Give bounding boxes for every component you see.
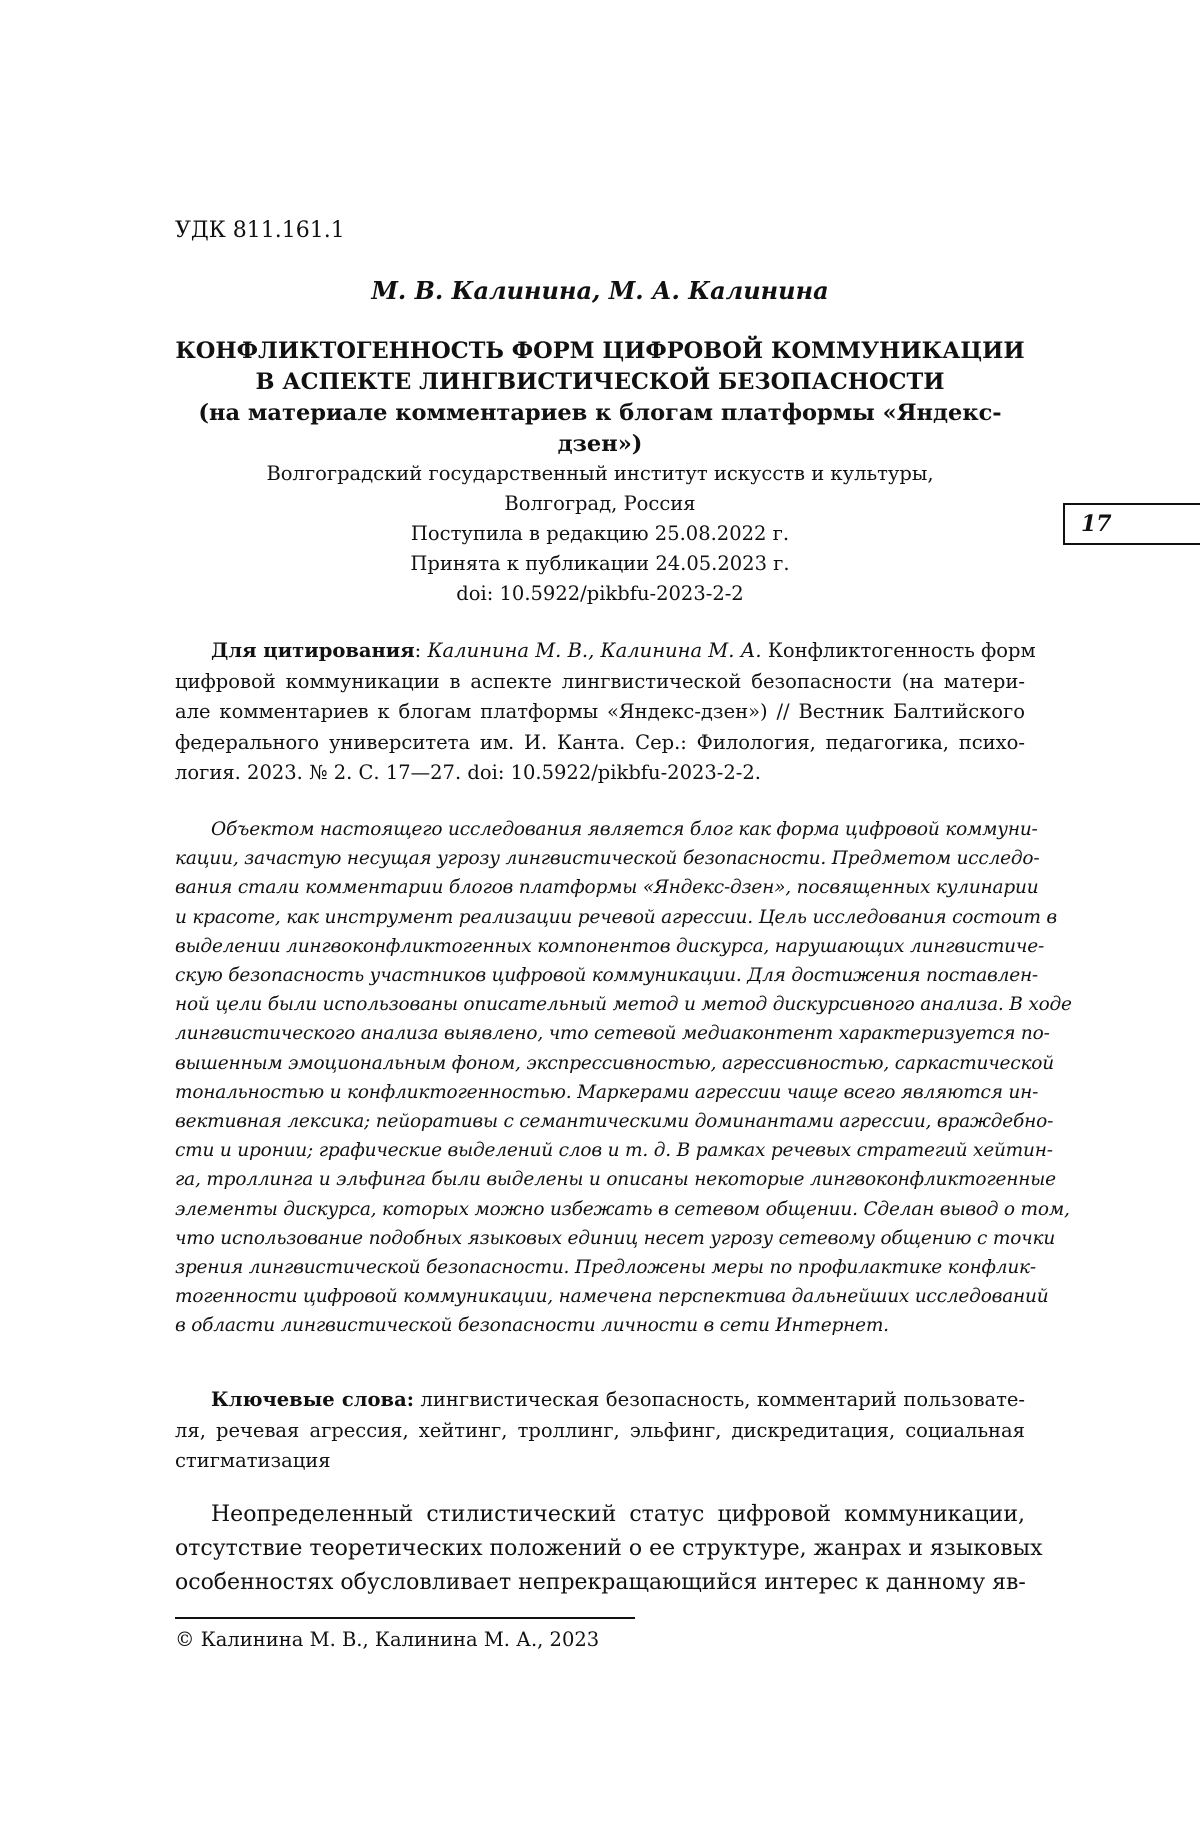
- citation-line: Для цитирования: Калинина М. В., Калинина М. А. Конфликтогенность форм: [211, 639, 1036, 662]
- citation-line: але комментариев к блогам платформы «Яндекс-дзен») // Вестник Балтийского: [175, 700, 1025, 723]
- body-line: особенностях обусловливает непрекращающийся интерес к данному яв-: [175, 1570, 1026, 1595]
- accepted-date: Принята к публикации 24.05.2023 г.: [410, 552, 790, 575]
- body-line: Неопределенный стилистический статус цифровой коммуникации,: [211, 1502, 1025, 1527]
- abstract-line: тональностью и конфликтогенностью. Маркерами агрессии чаще всего являются ин-: [175, 1081, 1039, 1103]
- article-title: [160, 336, 1040, 460]
- citation-authors: Калинина М. В., Калинина М. А.: [427, 639, 762, 662]
- affiliation-institution: Волгоградский государственный институт искусств и культуры,: [266, 462, 934, 485]
- keywords-label: Ключевые слова:: [211, 1388, 414, 1411]
- abstract-line: выделении лингвоконфликтогенных компонентов дискурса, нарушающих лингвистиче-: [175, 935, 1045, 957]
- abstract-line: в области лингвистической безопасности личности в сети Интернет.: [175, 1315, 889, 1337]
- abstract: [175, 815, 1072, 1341]
- abstract-line: вания стали комментарии блогов платформы «Яндекс-дзен», посвященных кулинарии: [175, 877, 1039, 899]
- copyright-footnote: © Калинина М. В., Калинина М. А., 2023: [175, 1628, 600, 1651]
- keywords-line: стигматизация: [175, 1449, 331, 1472]
- keywords-text: лингвистическая безопасность, комментарий пользовате-: [420, 1388, 1025, 1411]
- keywords-line: [175, 1385, 1025, 1416]
- abstract-line: тогенности цифровой коммуникации, намечена перспектива дальнейших исследований: [175, 1286, 1049, 1308]
- body-paragraph: [175, 1498, 1043, 1600]
- citation-line: федерального университета им. И. Канта. Сер.: Филология, педагогика, психо-: [175, 730, 1025, 754]
- affiliation-block: [175, 459, 1025, 609]
- citation-line: цифровой коммуникации в аспекте лингвистической безопасности (на матери-: [175, 669, 1025, 693]
- abstract-line: кации, зачастую несущая угрозу лингвистической безопасности. Предметом исследо-: [175, 848, 1040, 870]
- citation-block: [175, 636, 1036, 789]
- doi: doi: 10.5922/pikbfu-2023-2-2: [456, 582, 744, 605]
- received-date: Поступила в редакцию 25.08.2022 г.: [410, 522, 790, 545]
- udk-code: УДК 811.161.1: [175, 218, 345, 243]
- abstract-line: зрения лингвистической безопасности. Предложены меры по профилактике конфлик-: [175, 1257, 1036, 1279]
- abstract-line: вышенным эмоциональным фоном, экспрессивностью, агрессивностью, саркастической: [175, 1052, 1054, 1074]
- citation-line: логия. 2023. № 2. С. 17—27. doi: 10.5922/pikbfu-2023-2-2.: [175, 761, 761, 784]
- affiliation-city: Волгоград, Россия: [504, 492, 696, 515]
- abstract-line: Объектом настоящего исследования является блог как форма цифровой коммуни-: [211, 819, 1038, 840]
- abstract-line: элементы дискурса, которых можно избежать в сетевом общении. Сделан вывод о том,: [175, 1198, 1070, 1220]
- citation-text: Конфликтогенность форм: [767, 639, 1036, 662]
- title-subtitle: (на материале комментариев к блогам платформы «Яндекс-дзен»): [198, 400, 1002, 457]
- page-number: 17: [1063, 503, 1200, 545]
- abstract-line: и красоте, как инструмент реализации речевой агрессии. Цель исследования состоит в: [175, 906, 1057, 928]
- abstract-line: ной цели были использованы описательный метод и метод дискурсивного анализа. В ходе: [175, 994, 1072, 1016]
- citation-label: Для цитирования: [211, 639, 415, 662]
- abstract-line: сти и иронии; графические выделений слов и т. д. В рамках речевых стратегий хейтин-: [175, 1140, 1053, 1162]
- keywords-block: [175, 1385, 1025, 1477]
- abstract-line: скую безопасность участников цифровой коммуникации. Для достижения поставлен-: [175, 965, 1038, 987]
- abstract-line: лингвистического анализа выявлено, что сетевой медиаконтент характеризуется по-: [175, 1023, 1050, 1045]
- footnote-divider: [175, 1617, 635, 1619]
- title-line: КОНФЛИКТОГЕННОСТЬ ФОРМ ЦИФРОВОЙ КОММУНИКАЦИИ: [175, 338, 1025, 364]
- body-line: отсутствие теоретических положений о ее структуре, жанрах и языковых: [175, 1536, 1043, 1561]
- title-line: В АСПЕКТЕ ЛИНГВИСТИЧЕСКОЙ БЕЗОПАСНОСТИ: [255, 369, 945, 395]
- abstract-line: вективная лексика; пейоративы с семантическими доминантами агрессии, враждебно-: [175, 1111, 1054, 1133]
- abstract-line: га, троллинга и эльфинга были выделены и описаны некоторые лингвоконфликтогенные: [175, 1169, 1056, 1191]
- keywords-line: ля, речевая агрессия, хейтинг, троллинг, эльфинг, дискредитация, социальная: [175, 1418, 1025, 1442]
- abstract-line: что использование подобных языковых единиц несет угрозу сетевому общению с точки: [175, 1227, 1056, 1249]
- article-authors: М. В. Калинина, М. А. Калинина: [371, 276, 829, 305]
